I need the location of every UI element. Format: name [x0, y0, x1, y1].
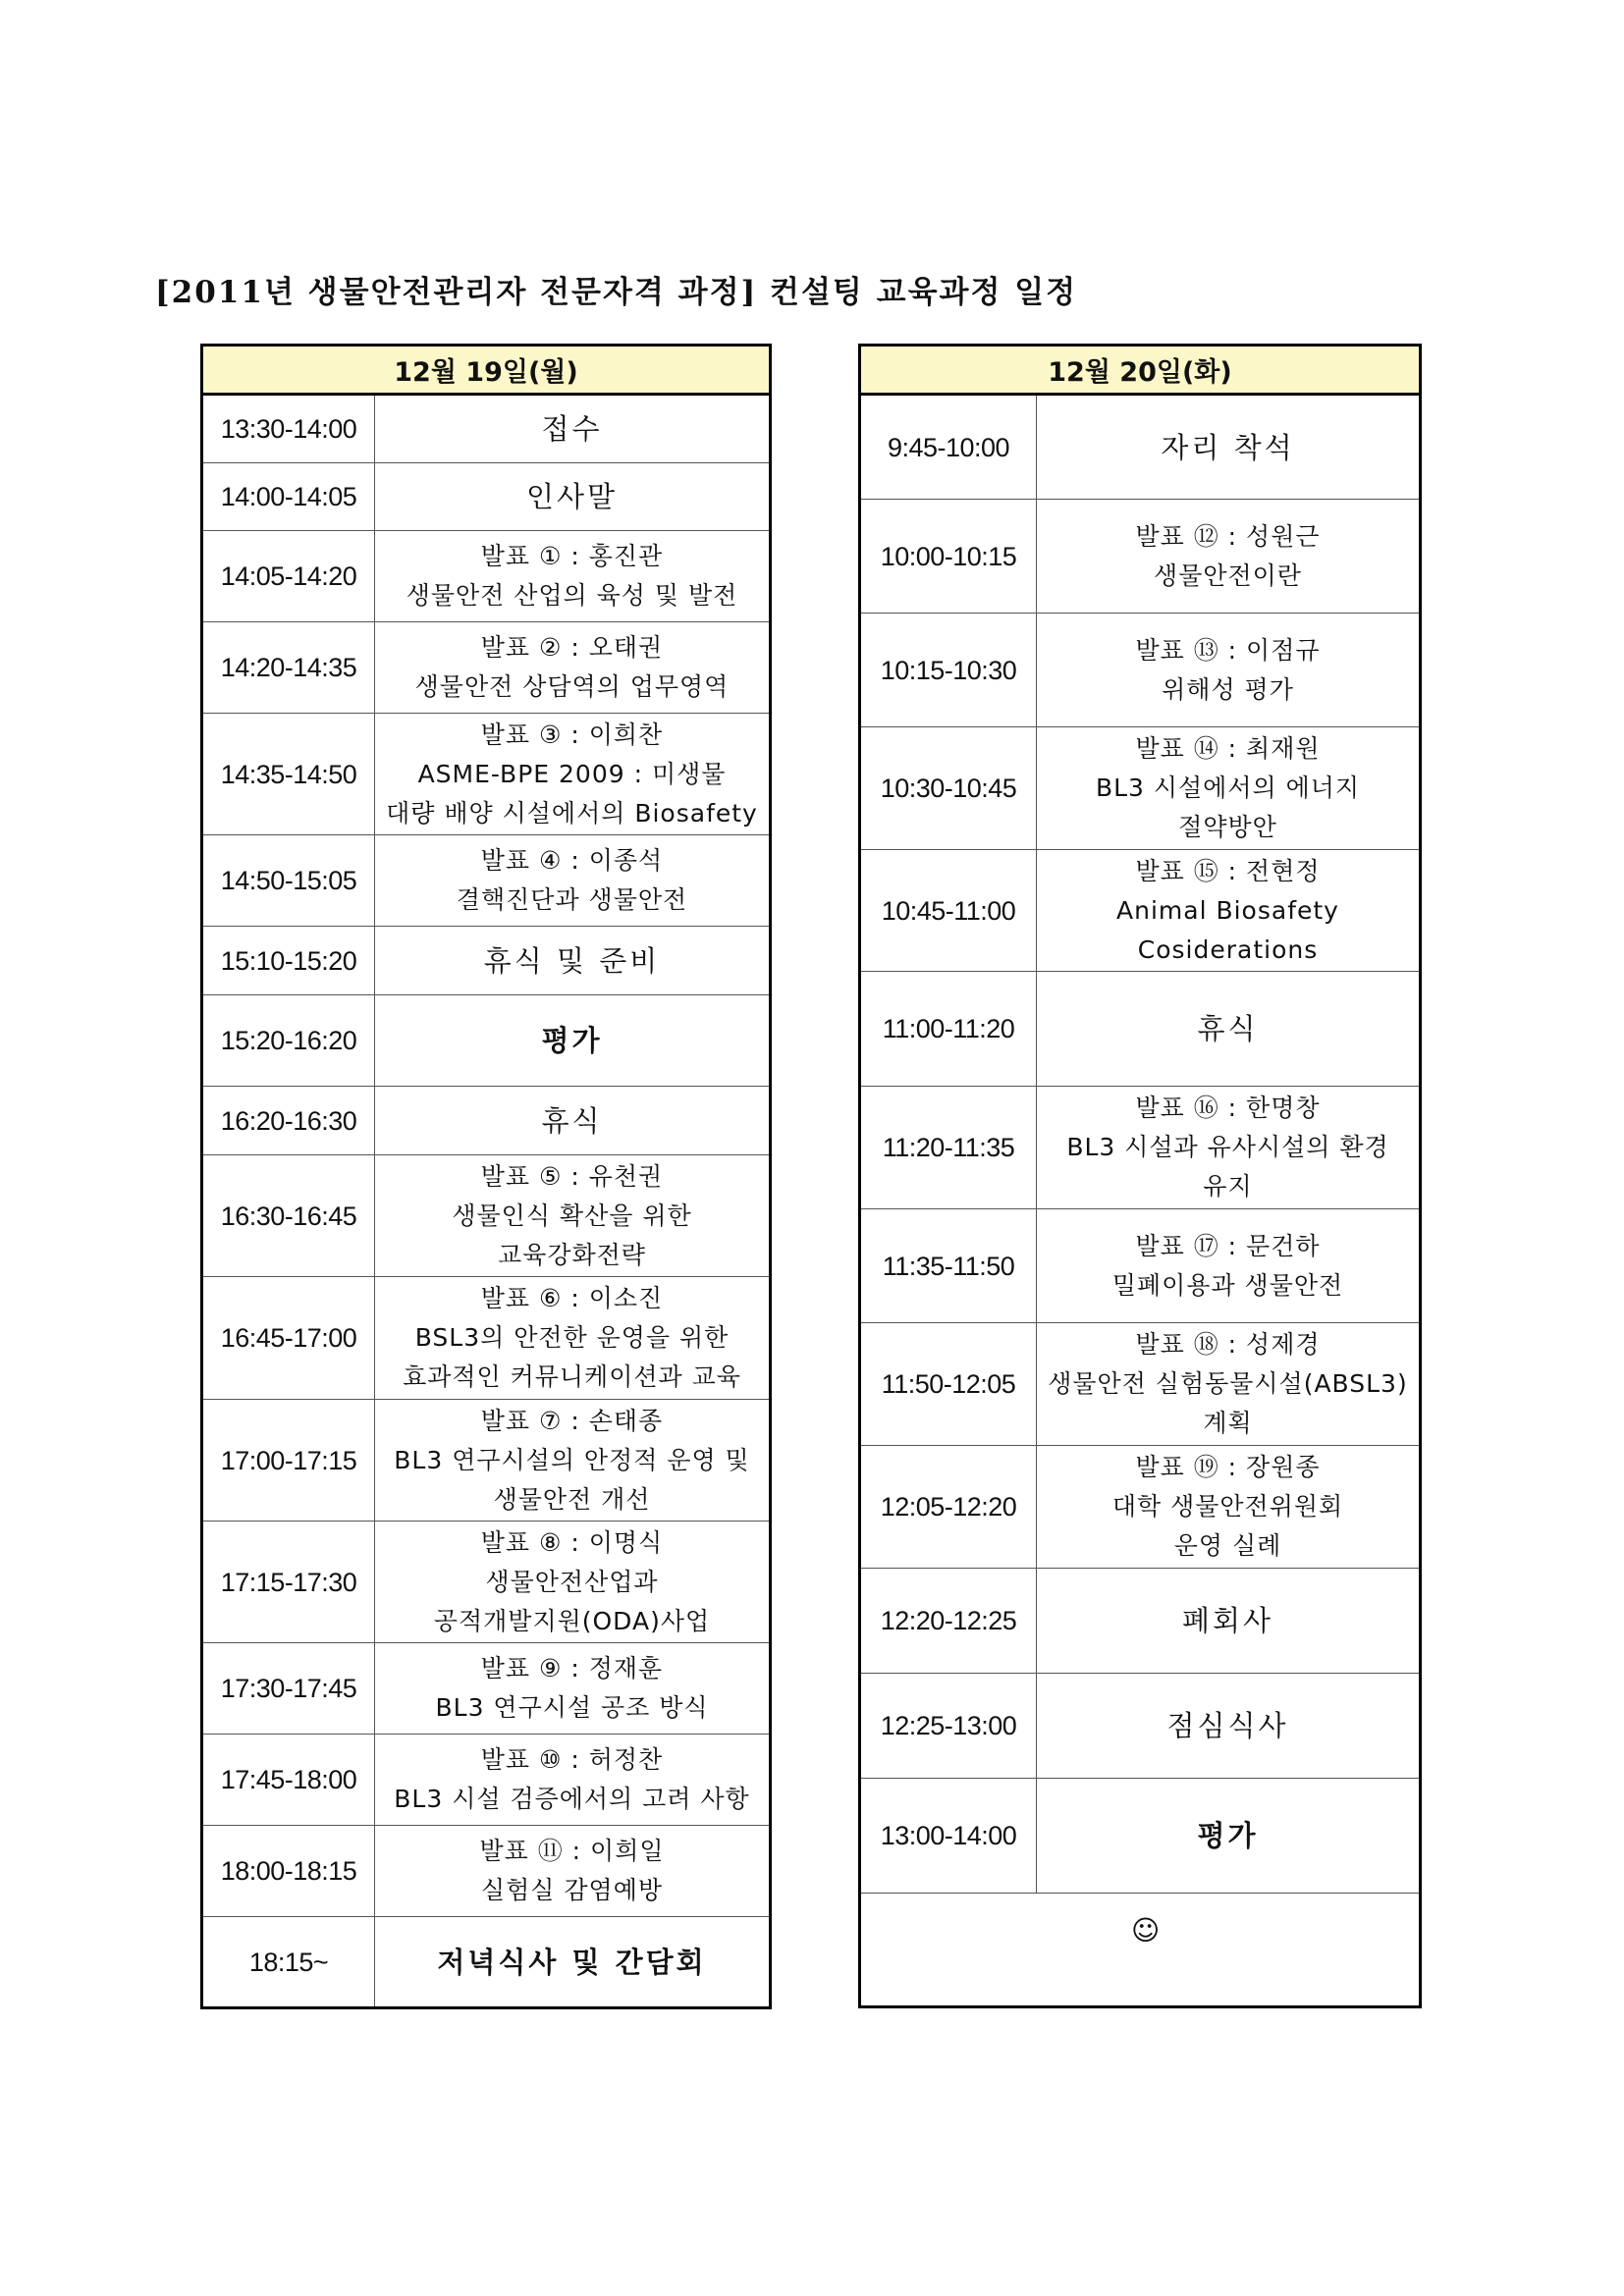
- activity-line: 생물인식 확산을 위한: [452, 1201, 692, 1230]
- activity-line: 계획: [1203, 1409, 1253, 1437]
- schedule-row: [860, 1569, 1421, 1674]
- time-slot: 17:00-17:15: [202, 1400, 375, 1522]
- presenter-line: 발표 ⑲ : 장원종: [1135, 1453, 1321, 1481]
- activity-line: 접수: [541, 412, 603, 446]
- session-activity: [375, 1917, 771, 2008]
- activity-line: 휴식: [541, 1103, 603, 1138]
- day1-header: 12월 19일(월): [202, 346, 771, 395]
- presenter-line: 발표 ⑱ : 성제경: [1135, 1330, 1321, 1359]
- time-slot: 18:00-18:15: [202, 1826, 375, 1917]
- schedule-row: [202, 1400, 771, 1522]
- schedule-row: [202, 927, 771, 995]
- presenter-line: 발표 ④ : 이종석: [480, 846, 664, 875]
- time-slot: 16:30-16:45: [202, 1155, 375, 1277]
- schedule-row: [202, 1735, 771, 1826]
- time-slot: 12:25-13:00: [860, 1674, 1037, 1779]
- schedule-row: [202, 1277, 771, 1400]
- time-slot: 18:15~: [202, 1917, 375, 2008]
- activity-line: 생물안전 실험동물시설(ABSL3): [1048, 1369, 1408, 1398]
- session-activity: [1037, 1087, 1421, 1209]
- time-slot: 14:50-15:05: [202, 835, 375, 927]
- schedule-row: [202, 714, 771, 835]
- session-activity: [375, 463, 771, 531]
- activity-line: Cosiderations: [1137, 934, 1319, 964]
- presenter-line: 발표 ⑪ : 이희일: [479, 1837, 665, 1865]
- activity-line: 효과적인 커뮤니케이션과 교육: [403, 1362, 741, 1391]
- activity-line: 인사말: [525, 480, 619, 513]
- session-activity: [375, 1735, 771, 1826]
- activity-line: 절약방안: [1178, 813, 1277, 841]
- schedule-row: [202, 835, 771, 927]
- activity-line: 위해성 평가: [1162, 674, 1294, 704]
- presenter-line: 발표 ⑦ : 손태종: [480, 1406, 664, 1435]
- session-activity: [375, 927, 771, 995]
- schedule-row: [860, 614, 1421, 727]
- time-slot: 14:35-14:50: [202, 714, 375, 835]
- session-activity: [375, 1522, 771, 1643]
- schedule-row: [202, 463, 771, 531]
- footer-row: [860, 1894, 1421, 2007]
- presenter-line: 발표 ⑧ : 이명식: [480, 1527, 664, 1557]
- activity-line: 생물안전 산업의 육성 및 발전: [406, 581, 738, 610]
- session-activity: [375, 531, 771, 622]
- session-activity: [1037, 1209, 1421, 1323]
- session-activity: [375, 622, 771, 714]
- time-slot: 10:15-10:30: [860, 614, 1037, 727]
- time-slot: 9:45-10:00: [860, 395, 1037, 500]
- session-activity: [1037, 614, 1421, 727]
- session-activity: [1037, 1674, 1421, 1779]
- time-slot: 11:00-11:20: [860, 972, 1037, 1087]
- session-activity: [375, 395, 771, 463]
- activity-line: 공적개발지원(ODA)사업: [433, 1606, 711, 1635]
- activity-line: 생물안전 개선: [493, 1484, 651, 1514]
- session-activity: [1037, 500, 1421, 614]
- session-activity: [1037, 395, 1421, 500]
- activity-line: 운영 실례: [1173, 1531, 1282, 1560]
- activity-line: 평가: [1197, 1819, 1259, 1852]
- schedule-row: [860, 500, 1421, 614]
- activity-line: 휴식 및 준비: [483, 943, 661, 978]
- activity-line: 교육강화전략: [498, 1240, 646, 1269]
- session-activity: [1037, 850, 1421, 972]
- activity-line: 평가: [541, 1024, 603, 1057]
- time-slot: 14:20-14:35: [202, 622, 375, 714]
- activity-line: BL3 연구시설의 안정적 운영 및: [394, 1445, 750, 1474]
- activity-line: 생물안전산업과: [485, 1567, 659, 1596]
- presenter-line: 발표 ② : 오태권: [480, 633, 664, 662]
- session-activity: [375, 1087, 771, 1155]
- schedule-row: [860, 395, 1421, 500]
- session-activity: [375, 1400, 771, 1522]
- session-activity: [375, 714, 771, 835]
- activity-line: 밀폐이용과 생물안전: [1111, 1270, 1344, 1300]
- activity-line: Animal Biosafety: [1116, 895, 1339, 925]
- schedule-table-day2: [858, 344, 1422, 2008]
- schedule-row: [202, 1917, 771, 2008]
- activity-line: 결핵진단과 생물안전: [456, 885, 688, 914]
- schedule-row: [202, 1643, 771, 1735]
- time-slot: 11:50-12:05: [860, 1323, 1037, 1446]
- schedule-row: [202, 1155, 771, 1277]
- schedule-row: [860, 1446, 1421, 1569]
- time-slot: 14:05-14:20: [202, 531, 375, 622]
- activity-line: 폐회사: [1181, 1604, 1274, 1637]
- activity-line: BL3 시설 검증에서의 고려 사항: [394, 1785, 750, 1813]
- activity-line: BL3 연구시설 공조 방식: [435, 1693, 709, 1722]
- session-activity: [375, 1826, 771, 1917]
- schedule-row: [860, 972, 1421, 1087]
- session-activity: [375, 1277, 771, 1400]
- session-activity: [375, 1155, 771, 1277]
- schedule-row: [202, 1522, 771, 1643]
- time-slot: 12:20-12:25: [860, 1569, 1037, 1674]
- activity-line: 자리 착석: [1161, 430, 1295, 464]
- presenter-line: 발표 ⑩ : 허정찬: [480, 1745, 664, 1774]
- schedule-row: [860, 1087, 1421, 1209]
- presenter-line: 발표 ⑤ : 유천권: [480, 1161, 664, 1191]
- schedule-row: [860, 1779, 1421, 1894]
- schedule-row: [860, 1674, 1421, 1779]
- schedule-row: [202, 531, 771, 622]
- time-slot: 16:45-17:00: [202, 1277, 375, 1400]
- schedule-row: [202, 1826, 771, 1917]
- time-slot: 11:20-11:35: [860, 1087, 1037, 1209]
- activity-line: BL3 시설과 유사시설의 환경: [1066, 1133, 1389, 1161]
- activity-line: 휴식: [1197, 1012, 1259, 1045]
- schedule-row: [860, 1209, 1421, 1323]
- presenter-line: 발표 ⑯ : 한명창: [1135, 1094, 1321, 1122]
- day2-header: 12월 20일(화): [860, 346, 1421, 395]
- time-slot: 12:05-12:20: [860, 1446, 1037, 1569]
- session-activity: [375, 1643, 771, 1735]
- presenter-line: 발표 ① : 홍진관: [480, 542, 664, 570]
- presenter-line: 발표 ⑨ : 정재훈: [480, 1654, 664, 1682]
- schedule-row: [202, 395, 771, 463]
- smiley-icon: ☺: [860, 1894, 1421, 2007]
- time-slot: 10:45-11:00: [860, 850, 1037, 972]
- time-slot: 17:15-17:30: [202, 1522, 375, 1643]
- time-slot: 17:45-18:00: [202, 1735, 375, 1826]
- time-slot: 11:35-11:50: [860, 1209, 1037, 1323]
- activity-line: 유지: [1203, 1172, 1253, 1201]
- session-activity: [1037, 727, 1421, 850]
- schedule-row: [860, 850, 1421, 972]
- schedule-row: [202, 995, 771, 1087]
- time-slot: 14:00-14:05: [202, 463, 375, 531]
- activity-line: 생물안전이란: [1154, 561, 1302, 590]
- session-activity: [375, 835, 771, 927]
- activity-line: 대량 배양 시설에서의 Biosafety: [386, 798, 758, 828]
- presenter-line: 발표 ⑭ : 최재원: [1135, 734, 1321, 763]
- schedule-row: [860, 727, 1421, 850]
- presenter-line: 발표 ⑬ : 이점규: [1135, 635, 1321, 665]
- time-slot: 10:30-10:45: [860, 727, 1037, 850]
- activity-line: 대학 생물안전위원회: [1111, 1492, 1344, 1521]
- activity-line: ASME-BPE 2009 : 미생물: [417, 759, 727, 788]
- time-slot: 17:30-17:45: [202, 1643, 375, 1735]
- schedule-row: [860, 1323, 1421, 1446]
- activity-line: BL3 시설에서의 에너지: [1095, 774, 1361, 802]
- session-activity: [1037, 972, 1421, 1087]
- time-slot: 10:00-10:15: [860, 500, 1037, 614]
- time-slot: 13:00-14:00: [860, 1779, 1037, 1894]
- presenter-line: 발표 ⑮ : 전현정: [1135, 856, 1321, 885]
- presenter-line: 발표 ⑰ : 문건하: [1135, 1231, 1321, 1260]
- schedule-row: [202, 622, 771, 714]
- page-title: [2011년 생물안전관리자 전문자격 과정] 컨설팅 교육과정 일정: [155, 275, 1078, 310]
- session-activity: [1037, 1779, 1421, 1894]
- presenter-line: 발표 ⑫ : 성원근: [1135, 521, 1321, 551]
- session-activity: [1037, 1569, 1421, 1674]
- session-activity: [375, 995, 771, 1087]
- session-activity: [1037, 1323, 1421, 1446]
- activity-line: 생물안전 상담역의 업무영역: [414, 672, 730, 701]
- time-slot: 13:30-14:00: [202, 395, 375, 463]
- activity-line: 저녁식사 및 간담회: [437, 1945, 707, 1979]
- session-activity: [1037, 1446, 1421, 1569]
- schedule-row: [202, 1087, 771, 1155]
- time-slot: 15:20-16:20: [202, 995, 375, 1087]
- activity-line: 점심식사: [1166, 1709, 1289, 1742]
- presenter-line: 발표 ⑥ : 이소진: [480, 1284, 664, 1312]
- time-slot: 16:20-16:30: [202, 1087, 375, 1155]
- presenter-line: 발표 ③ : 이희찬: [480, 720, 664, 749]
- time-slot: 15:10-15:20: [202, 927, 375, 995]
- activity-line: BSL3의 안전한 운영을 위한: [414, 1323, 730, 1352]
- activity-line: 실험실 감염예방: [481, 1876, 663, 1904]
- schedule-table-day1: [200, 344, 772, 2009]
